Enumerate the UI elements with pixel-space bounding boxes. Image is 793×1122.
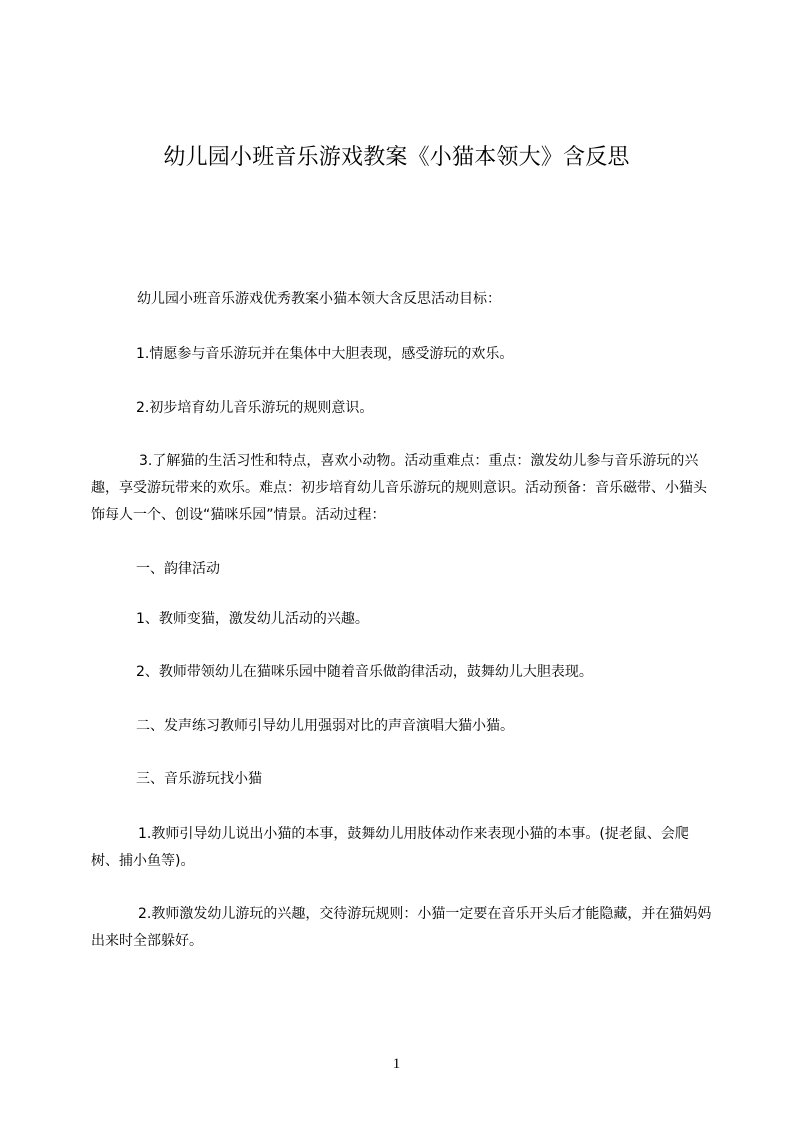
paragraph-intro: 幼儿园小班音乐游戏优秀教案小猫本领大含反思活动目标：: [137, 291, 501, 307]
section-heading-game: 三、音乐游玩找小猫: [136, 771, 262, 787]
document-title: 幼儿园小班音乐游戏教案《小猫本领大》含反思: [163, 145, 630, 170]
section-heading-rhythm: 一、韵律活动: [136, 561, 220, 577]
paragraph-step-2: 2、教师带领幼儿在猫咪乐园中随着音乐做韵律活动，鼓舞幼儿大胆表现。: [136, 664, 593, 680]
paragraph-goal-1: 1.情愿参与音乐游玩并在集体中大胆表现，感受游玩的欢乐。: [136, 346, 514, 362]
section-heading-vocal: 二、发声练习教师引导幼儿用强弱对比的声音演唱大猫小猫。: [136, 718, 514, 734]
page-number: 1: [392, 1056, 401, 1072]
paragraph-step-1: 1、教师变猫，激发幼儿活动的兴趣。: [136, 611, 369, 627]
paragraph-game-2: 2.教师激发幼儿游玩的兴趣，交待游玩规则：小猫一定要在音乐开头后才能隐藏，并在猫妈妈出来时全部躲好。: [91, 906, 712, 949]
paragraph-goal-2: 2.初步培育幼儿音乐游玩的规则意识。: [136, 400, 374, 416]
paragraph-game-1: 1.教师引导幼儿说出小猫的本事，鼓舞幼儿用肢体动作来表现小猫的本事。(捉老鼠、会爬树、捕小鱼等)。: [91, 826, 689, 869]
paragraph-goal-3: 3.了解猫的生活习性和特点，喜欢小动物。活动重难点：重点：激发幼儿参与音乐游玩的兴趣，享受游玩带来的欢乐。难点：初步培育幼儿音乐游玩的规则意识。活动预备：音乐磁带、小猫头饰每人一个、创设“猫咪乐园”情景。活动过程：: [91, 453, 707, 523]
